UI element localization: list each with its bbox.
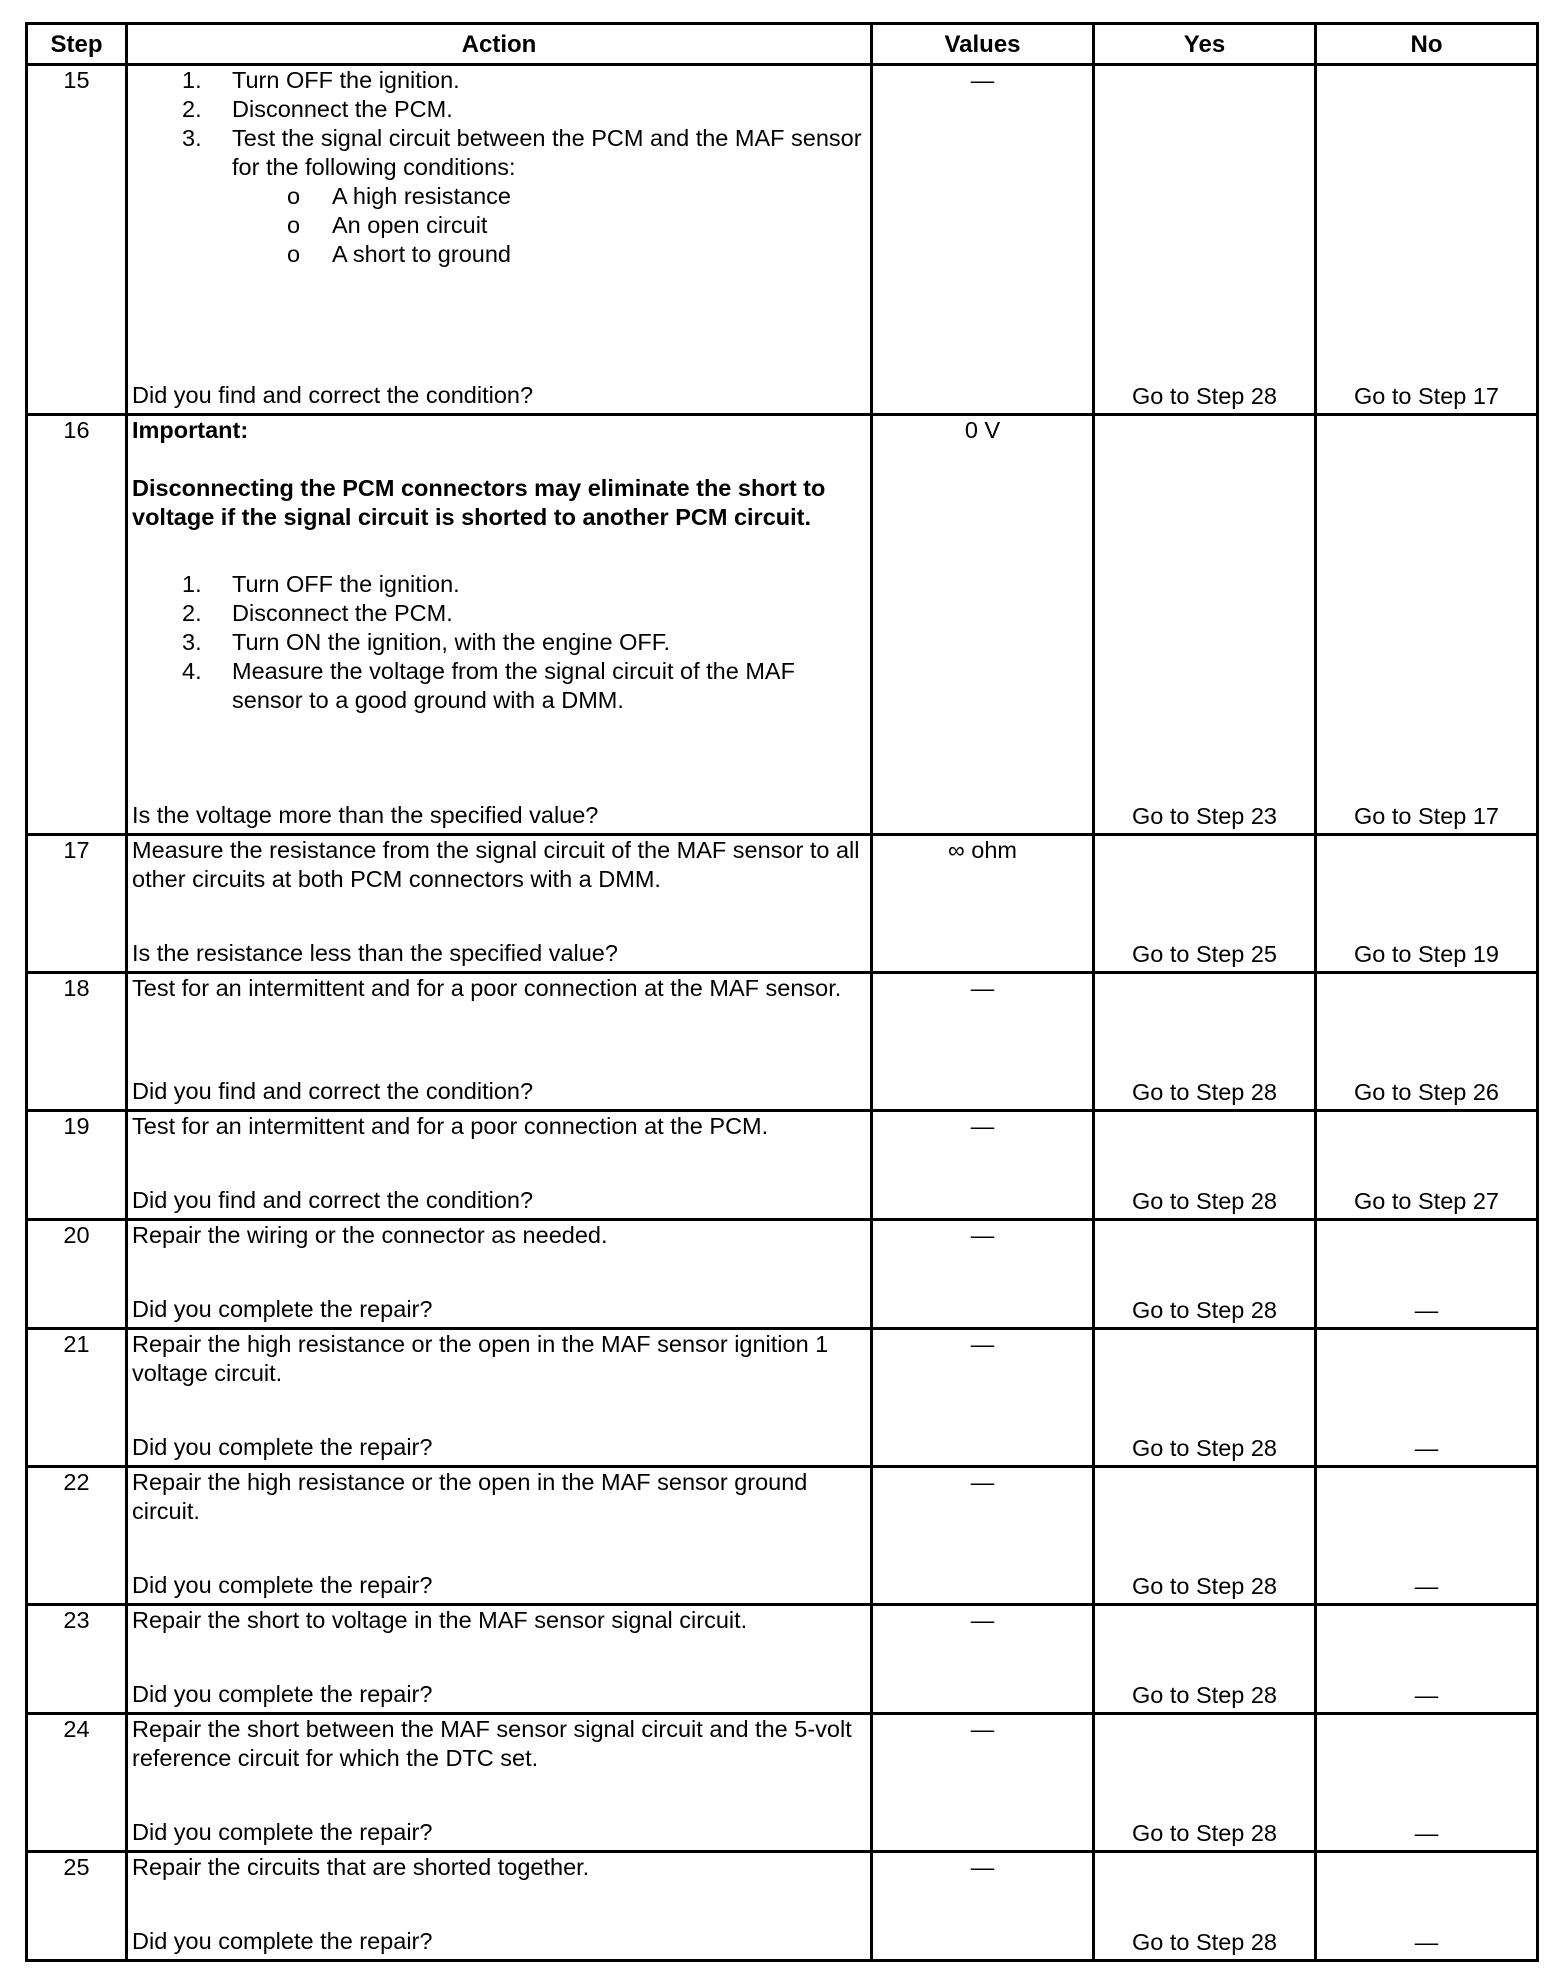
- value-cell: —: [872, 973, 1094, 1111]
- yes-cell: [1094, 1852, 1316, 1961]
- question: Did you find and correct the condition?: [132, 382, 534, 408]
- value-cell: ∞ ohm: [872, 835, 1094, 973]
- question: Did you complete the repair?: [132, 1928, 433, 1954]
- goto-yes: Go to Step 28: [1131, 1929, 1278, 1955]
- header-row: [27, 24, 1538, 65]
- header-action: Action: [127, 24, 872, 65]
- goto-no: —: [1414, 1573, 1439, 1599]
- yes-cell: [1094, 415, 1316, 835]
- no-cell: [1316, 1605, 1538, 1714]
- list-item: o An open circuit: [287, 212, 488, 238]
- goto-no: —: [1414, 1820, 1439, 1846]
- value-cell: —: [872, 1220, 1094, 1329]
- action-text: Repair the short between the MAF sensor signal circuit and the 5-volt reference circuit for which the DTC set.: [132, 1716, 852, 1771]
- action-text: Repair the wiring or the connector as needed.: [132, 1222, 608, 1248]
- goto-no: Go to Step 17: [1353, 383, 1500, 409]
- goto-no: Go to Step 19: [1353, 941, 1500, 967]
- question: Did you complete the repair?: [132, 1434, 433, 1460]
- yes-cell: [1094, 1329, 1316, 1467]
- action-cell: [127, 1714, 872, 1852]
- step-list: [132, 570, 866, 715]
- table-row: [27, 835, 1538, 973]
- header-step: Step: [27, 24, 127, 65]
- value-cell: —: [872, 65, 1094, 415]
- value-cell: 0 V: [872, 415, 1094, 835]
- action-cell: [127, 973, 872, 1111]
- goto-no: —: [1414, 1297, 1439, 1323]
- table-row: [27, 1714, 1538, 1852]
- no-cell: [1316, 65, 1538, 415]
- goto-yes: Go to Step 28: [1131, 383, 1278, 409]
- action-text: Repair the short to voltage in the MAF sensor signal circuit.: [132, 1607, 748, 1633]
- goto-yes: Go to Step 28: [1131, 1573, 1278, 1599]
- step-number: 18: [27, 973, 127, 1111]
- goto-yes: Go to Step 28: [1131, 1435, 1278, 1461]
- question: Did you complete the repair?: [132, 1296, 433, 1322]
- action-text: Measure the resistance from the signal circuit of the MAF sensor to all other circuits at both PCM connectors with a DMM.: [132, 837, 860, 892]
- list-item: 4. Measure the voltage from the signal circuit of the MAF sensor to a good ground with a DMM.: [182, 658, 795, 713]
- action-cell: [127, 1329, 872, 1467]
- step-number: 23: [27, 1605, 127, 1714]
- no-cell: [1316, 1220, 1538, 1329]
- question: Is the voltage more than the specified value?: [132, 802, 599, 828]
- list-item: 3. Turn ON the ignition, with the engine OFF.: [182, 629, 671, 655]
- step-number: 15: [27, 65, 127, 415]
- condition-list: [232, 182, 866, 269]
- action-cell: [127, 415, 872, 835]
- yes-cell: [1094, 1467, 1316, 1605]
- goto-no: —: [1414, 1929, 1439, 1955]
- goto-yes: Go to Step 23: [1131, 803, 1278, 829]
- goto-no: Go to Step 17: [1353, 803, 1500, 829]
- goto-no: —: [1414, 1682, 1439, 1708]
- step-number: 19: [27, 1111, 127, 1220]
- question: Did you complete the repair?: [132, 1819, 433, 1845]
- action-text: Repair the circuits that are shorted together.: [132, 1854, 590, 1880]
- no-cell: [1316, 1329, 1538, 1467]
- table-row: [27, 973, 1538, 1111]
- step-number: 17: [27, 835, 127, 973]
- yes-cell: [1094, 1714, 1316, 1852]
- list-item: 1. Turn OFF the ignition.: [182, 67, 460, 93]
- header-values: Values: [872, 24, 1094, 65]
- yes-cell: [1094, 1605, 1316, 1714]
- no-cell: [1316, 1467, 1538, 1605]
- goto-yes: Go to Step 28: [1131, 1297, 1278, 1323]
- goto-yes: Go to Step 28: [1131, 1188, 1278, 1214]
- header-yes: Yes: [1094, 24, 1316, 65]
- list-item: 2. Disconnect the PCM.: [182, 600, 453, 626]
- step-list: [132, 66, 866, 269]
- list-item: 1. Turn OFF the ignition.: [182, 571, 460, 597]
- action-cell: [127, 835, 872, 973]
- step-number: 21: [27, 1329, 127, 1467]
- table-row: [27, 1220, 1538, 1329]
- diagnostic-table: [25, 22, 1539, 1962]
- action-text: Test for an intermittent and for a poor connection at the PCM.: [132, 1113, 769, 1139]
- table-row: [27, 1467, 1538, 1605]
- step-number: 22: [27, 1467, 127, 1605]
- action-text: Test for an intermittent and for a poor connection at the MAF sensor.: [132, 975, 842, 1001]
- goto-yes: Go to Step 28: [1131, 1682, 1278, 1708]
- value-cell: —: [872, 1605, 1094, 1714]
- no-cell: [1316, 1852, 1538, 1961]
- table-row: [27, 1329, 1538, 1467]
- list-item: 3. Test the signal circuit between the PCM and the MAF sensor for the following conditions: o A high resistance o An open circuit o A short to ground: [232, 124, 866, 269]
- no-cell: [1316, 415, 1538, 835]
- table-row: [27, 65, 1538, 415]
- action-cell: [127, 1605, 872, 1714]
- header-no: No: [1316, 24, 1538, 65]
- question: Is the resistance less than the specified value?: [132, 940, 618, 966]
- table-row: [27, 1605, 1538, 1714]
- step-number: 16: [27, 415, 127, 835]
- value-cell: —: [872, 1852, 1094, 1961]
- action-cell: [127, 1467, 872, 1605]
- yes-cell: [1094, 1111, 1316, 1220]
- yes-cell: [1094, 1220, 1316, 1329]
- question: Did you complete the repair?: [132, 1681, 433, 1707]
- step-number: 24: [27, 1714, 127, 1852]
- value-cell: —: [872, 1467, 1094, 1605]
- action-text: Repair the high resistance or the open in the MAF sensor ignition 1 voltage circuit.: [132, 1331, 829, 1386]
- yes-cell: [1094, 835, 1316, 973]
- step-number: 20: [27, 1220, 127, 1329]
- table-row: [27, 415, 1538, 835]
- value-cell: —: [872, 1329, 1094, 1467]
- goto-yes: Go to Step 28: [1131, 1079, 1278, 1105]
- step-number: 25: [27, 1852, 127, 1961]
- list-item: o A high resistance: [287, 183, 511, 209]
- action-cell: [127, 1852, 872, 1961]
- action-cell: [127, 1220, 872, 1329]
- goto-no: —: [1414, 1435, 1439, 1461]
- no-cell: [1316, 835, 1538, 973]
- question: Did you find and correct the condition?: [132, 1078, 534, 1104]
- goto-no: Go to Step 26: [1353, 1079, 1500, 1105]
- action-text: Repair the high resistance or the open in the MAF sensor ground circuit.: [132, 1469, 808, 1524]
- value-cell: —: [872, 1714, 1094, 1852]
- goto-yes: Go to Step 28: [1131, 1820, 1278, 1846]
- yes-cell: [1094, 973, 1316, 1111]
- yes-cell: [1094, 65, 1316, 415]
- important-label: Important:: [132, 417, 249, 443]
- goto-no: Go to Step 27: [1353, 1188, 1500, 1214]
- table-row: [27, 1111, 1538, 1220]
- list-item: o A short to ground: [287, 241, 511, 267]
- action-cell: [127, 65, 872, 415]
- table-row: [27, 1852, 1538, 1961]
- no-cell: [1316, 1111, 1538, 1220]
- action-cell: [127, 1111, 872, 1220]
- important-text: Disconnecting the PCM connectors may eliminate the short to voltage if the signal circuit is shorted to another PCM circuit.: [132, 475, 826, 530]
- question: Did you find and correct the condition?: [132, 1187, 534, 1213]
- goto-yes: Go to Step 25: [1131, 941, 1278, 967]
- no-cell: [1316, 973, 1538, 1111]
- value-cell: —: [872, 1111, 1094, 1220]
- list-item: 2. Disconnect the PCM.: [182, 96, 453, 122]
- no-cell: [1316, 1714, 1538, 1852]
- question: Did you complete the repair?: [132, 1572, 433, 1598]
